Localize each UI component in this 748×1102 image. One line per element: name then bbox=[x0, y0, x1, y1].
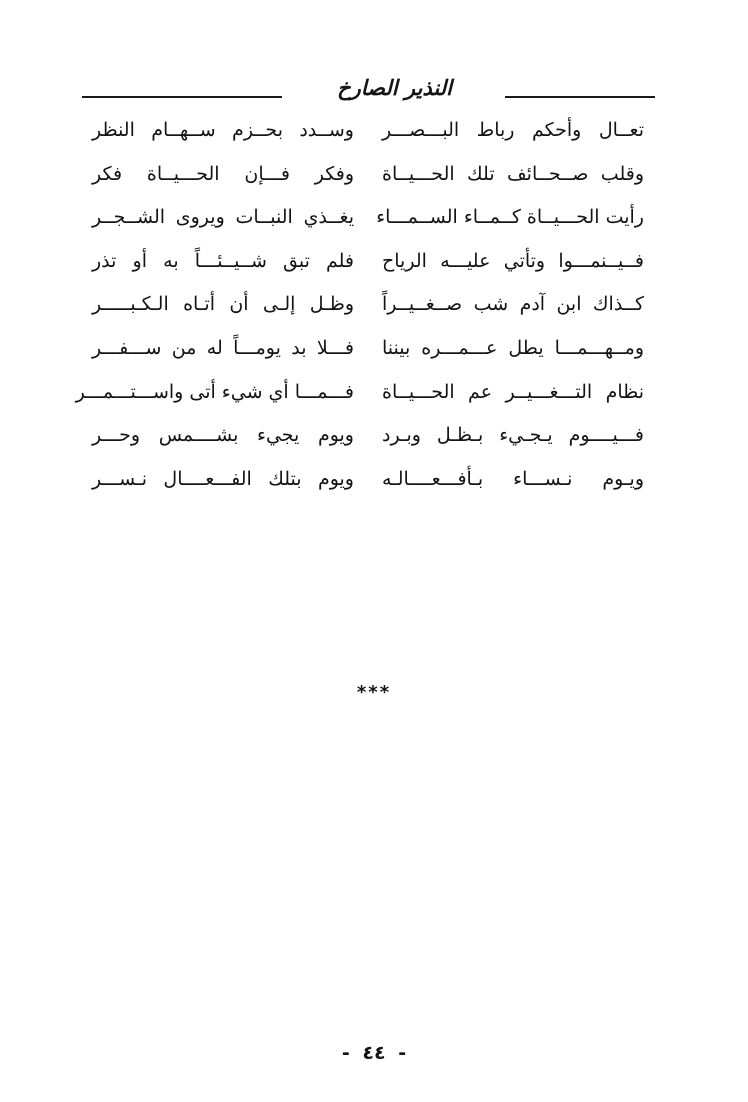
verse bbox=[92, 330, 644, 374]
verse-first-hemistich: ومــهـــمـــا يطل عـــمـــره بيننا bbox=[382, 336, 644, 359]
verse-second-hemistich: فـــلا بد يومـــاً له من ســـفـــر bbox=[92, 336, 354, 359]
verse-first-hemistich: رأيت الحـــيــاة كــمــاء الســمـــاء bbox=[376, 206, 644, 229]
verse bbox=[92, 156, 644, 200]
section-separator: *** bbox=[356, 682, 392, 703]
verse-second-hemistich: ويوم يجيء بشــــمس وحـــر bbox=[92, 424, 354, 447]
verse bbox=[92, 417, 644, 461]
header-rule-right bbox=[505, 96, 655, 98]
poem bbox=[75, 112, 644, 504]
verse-first-hemistich: فــيــنمـــوا وتأتي عليـــه الرياح bbox=[382, 249, 644, 272]
verse-second-hemistich: ويوم بتلك الفـــعــــال نـســـر bbox=[92, 467, 354, 490]
page-header bbox=[82, 74, 655, 104]
verse-first-hemistich: ويـوم نـســـاء بـأفـــعــــالـه bbox=[382, 467, 644, 490]
verse-second-hemistich: وفكر فـــإن الحـــيــاة فكر bbox=[92, 162, 354, 185]
verse bbox=[92, 199, 644, 243]
verse-second-hemistich: فلم تبق شــيــئـــاً به أو تذر bbox=[92, 249, 354, 272]
verse-first-hemistich: كــذاك ابن آدم شب صــغــيــراً bbox=[382, 293, 644, 316]
page-number: - ٤٤ - bbox=[341, 1042, 407, 1064]
verse-second-hemistich: وســدد بحــزم ســهــام النظر bbox=[92, 119, 354, 141]
verse-first-hemistich: تعــال وأحكم رباط البـــصـــر bbox=[382, 119, 644, 141]
verse-first-hemistich: وقلب صــحــائف تلك الحـــيــاة bbox=[382, 162, 644, 185]
verse-second-hemistich: وظـل إلـى أن أتـاه الـكـبـــــر bbox=[92, 293, 354, 316]
verse bbox=[75, 374, 644, 418]
verse bbox=[92, 243, 644, 287]
verse-second-hemistich: فـــمـــا أي شيء أتى واســـتـــمـــر bbox=[75, 380, 354, 403]
verse bbox=[92, 286, 644, 330]
running-title: النذير الصارخ bbox=[337, 76, 452, 100]
verse-first-hemistich: فـــيــــوم يـجـيء بـظـل وبـرد bbox=[382, 424, 644, 447]
header-rule-left bbox=[82, 96, 282, 98]
verse bbox=[92, 461, 644, 505]
verse-second-hemistich: يغــذي النبــات ويروى الشــجــر bbox=[92, 206, 354, 229]
verse-first-hemistich: نظام التـــغـــيــر عم الحـــيــاة bbox=[382, 380, 644, 403]
verse bbox=[92, 112, 644, 156]
